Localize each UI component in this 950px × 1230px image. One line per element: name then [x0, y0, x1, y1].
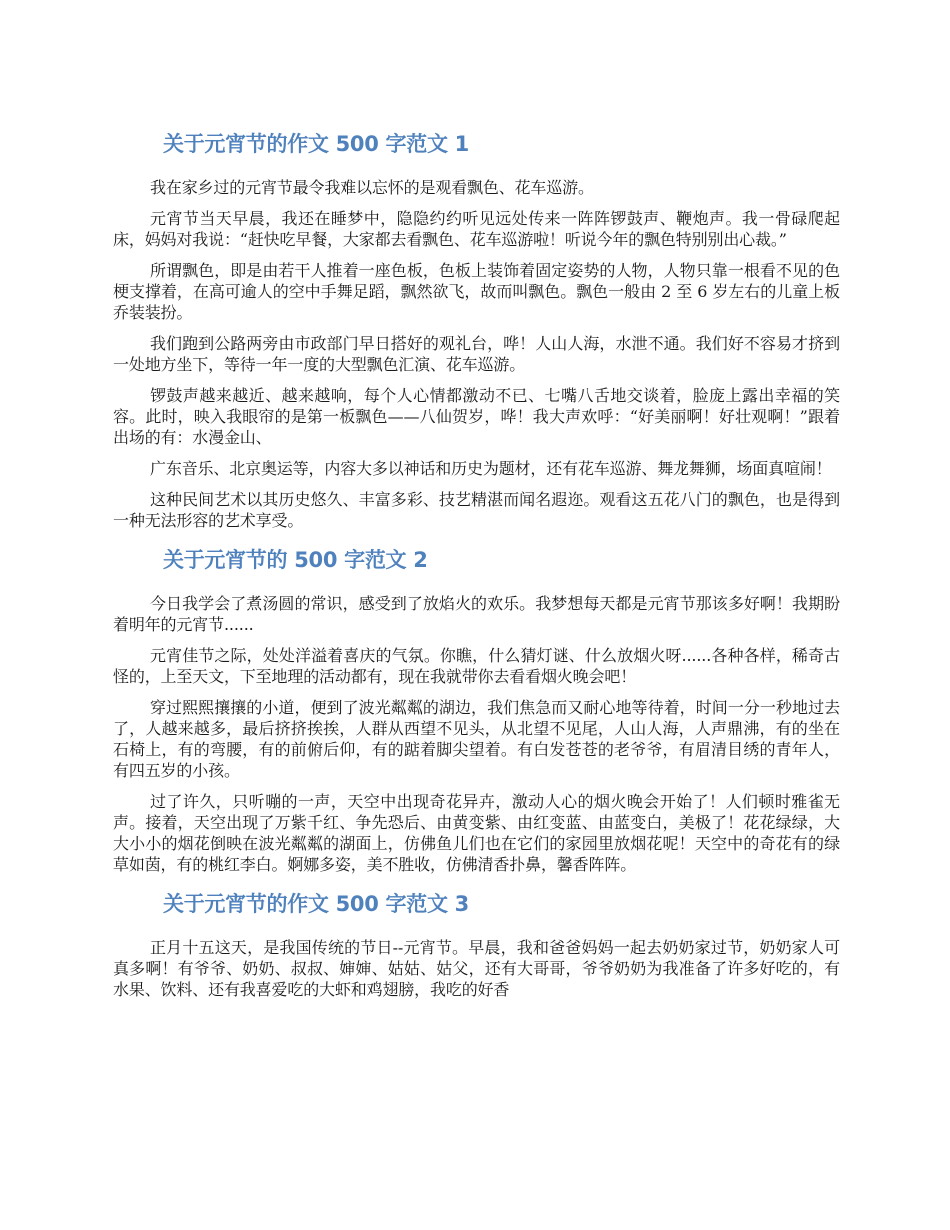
paragraph: 这种民间艺术以其历史悠久、丰富多彩、技艺精湛而闻名遐迩。观看这五花八门的飘色，也是得到一种无法形容的艺术享受。: [113, 490, 840, 530]
paragraph: 我在家乡过的元宵节最令我难以忘怀的是观看飘色、花车巡游。: [150, 178, 594, 197]
paragraph: 所谓飘色，即是由若干人推着一座色板，色板上装饰着固定姿势的人物，人物只靠一根看不见的色梗支撑着，在高可逾人的空中手舞足蹈，飘然欲飞，故而叫飘色。飘色一般由 2 至 6 岁左右的儿童上板乔装装扮。: [113, 261, 840, 322]
section-heading-1: 关于元宵节的作文 500 字范文 1: [163, 132, 469, 156]
section-heading-2: 关于元宵节的 500 字范文 2: [163, 548, 428, 572]
paragraph: 元宵佳节之际，处处洋溢着喜庆的气氛。你瞧，什么猜灯谜、什么放烟火呀......各种各样，稀奇古怪的，上至天文，下至地理的活动都有，现在我就带你去看看烟火晚会吧！: [113, 646, 840, 686]
paragraph: 过了许久，只听嘣的一声，天空中出现奇花异卉，激动人心的烟火晚会开始了！人们顿时雅雀无声。接着，天空出现了万紫千红、争先恐后、由黄变紫、由红变蓝、由蓝变白，美极了！花花绿绿，大大小小的烟花倒映在波光粼粼的湖面上，仿佛鱼儿们也在它们的家园里放烟花呢！天空中的奇花有的绿草如茵，有的桃红李白。婀娜多姿，美不胜收，仿佛清香扑鼻，馨香阵阵。: [113, 792, 840, 874]
essay-section-3: [113, 885, 840, 1000]
paragraph: 广东音乐、北京奥运等，内容大多以神话和历史为题材，还有花车巡游、舞龙舞狮，场面真喧闹！: [150, 459, 832, 478]
paragraph: 我们跑到公路两旁由市政部门早日搭好的观礼台，哗！人山人海，水泄不通。我们好不容易才挤到一处地方坐下，等待一年一度的大型飘色汇演、花车巡游。: [113, 334, 840, 374]
paragraph: 穿过熙熙攘攘的小道，便到了波光粼粼的湖边，我们焦急而又耐心地等待着，时间一分一秒地过去了，人越来越多，最后挤挤挨挨，人群从西望不见头，从北望不见尾，人山人海，人声鼎沸，有的坐在石椅上，有的弯腰，有的前俯后仰，有的踮着脚尖望着。有白发苍苍的老爷爷，有眉清目绣的青年人，有四五岁的小孩。: [113, 698, 840, 780]
document-body: [113, 125, 840, 1010]
paragraph: 正月十五这天，是我国传统的节日--元宵节。早晨，我和爸爸妈妈一起去奶奶家过节，奶奶家人可真多啊！有爷爷、奶奶、叔叔、婶婶、姑姑、姑父，还有大哥哥，爷爷奶奶为我准备了许多好吃的，有水果、饮料、还有我喜爱吃的大虾和鸡翅膀，我吃的好香: [113, 938, 840, 999]
paragraph: 元宵节当天早晨，我还在睡梦中，隐隐约约听见远处传来一阵阵锣鼓声、鞭炮声。我一骨碌爬起床，妈妈对我说：“赶快吃早餐，大家都去看飘色、花车巡游啦！听说今年的飘色特别别出心裁。”: [113, 209, 840, 249]
essay-section-2: [113, 541, 840, 875]
section-heading-3: 关于元宵节的作文 500 字范文 3: [163, 892, 469, 916]
paragraph: 今日我学会了煮汤圆的常识，感受到了放焰火的欢乐。我梦想每天都是元宵节那该多好啊！我期盼着明年的元宵节......: [113, 594, 840, 634]
essay-section-1: [113, 125, 840, 531]
paragraph: 锣鼓声越来越近、越来越响，每个人心情都激动不已、七嘴八舌地交谈着，脸庞上露出幸福的笑容。此时，映入我眼帘的是第一板飘色——八仙贺岁，哗！我大声欢呼：“好美丽啊！好壮观啊！”跟着出场的有：水漫金山、: [113, 386, 840, 447]
